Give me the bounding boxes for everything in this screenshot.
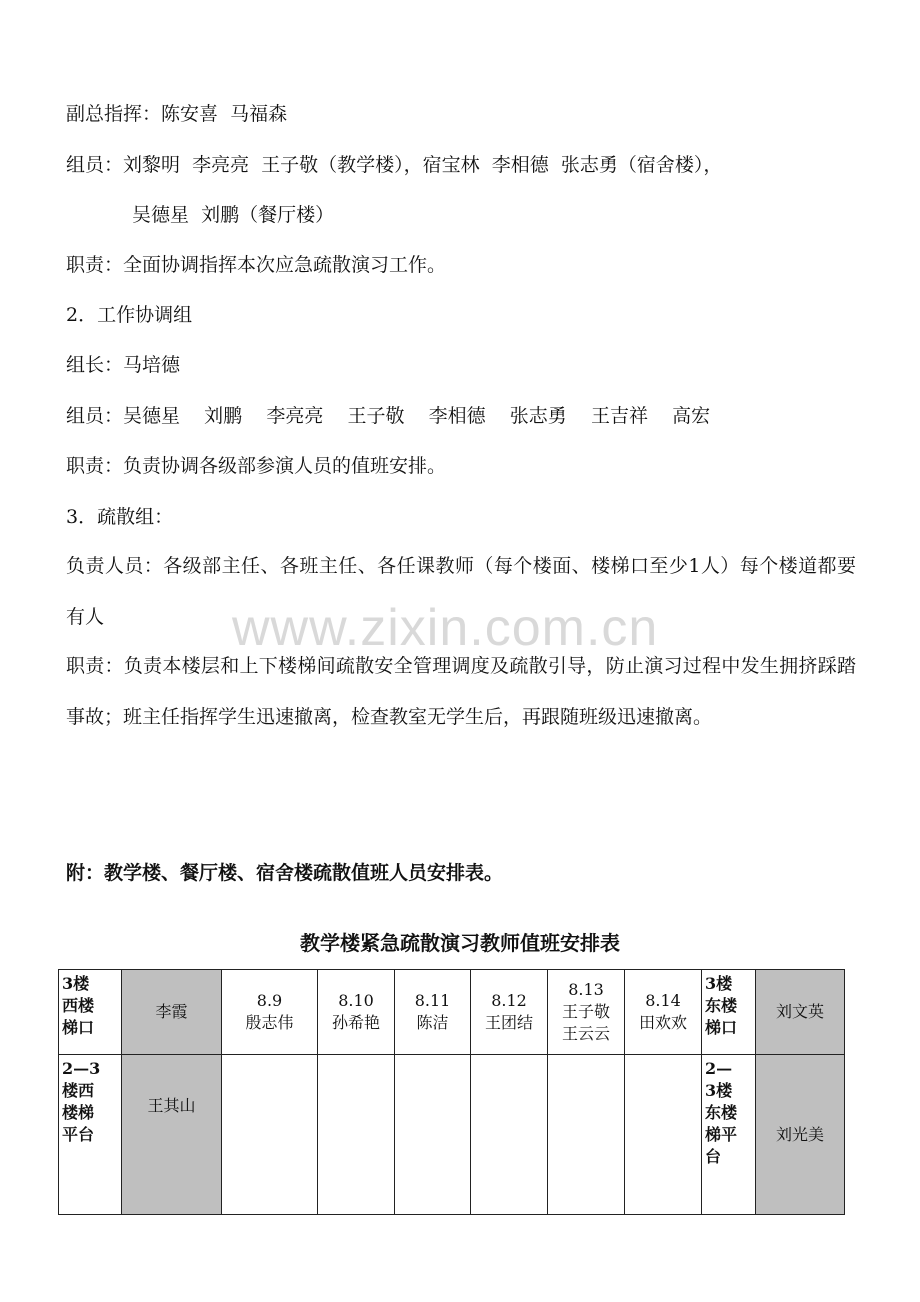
duty-line-2: 职责：负责协调各级部参演人员的值班安排。 — [66, 455, 447, 477]
date-cell-8-10: 8.10 孙希艳 — [318, 970, 395, 1055]
table-title: 教学楼紧急疏散演习教师值班安排表 — [300, 931, 620, 955]
west-stair-person: 李霞 — [122, 970, 222, 1055]
empty-cell — [318, 1055, 395, 1215]
duty-paragraph-3: 职责：负责本楼层和上下楼梯间疏散安全管理调度及疏散引导，防止演习过程中发生拥挤踩踏事故；班主任指挥学生迅速撤离，检查教室无学生后，再跟随班级迅速撤离。 — [66, 655, 856, 728]
appendix-line: 附：教学楼、餐厅楼、宿舍楼疏散值班人员安排表。 — [66, 862, 504, 884]
empty-cell — [625, 1055, 702, 1215]
east-landing-location: 2— 3楼 东楼 梯平 台 — [702, 1055, 756, 1215]
date-cell-8-9: 8.9 殷志伟 — [222, 970, 318, 1055]
section-3-heading: 3．疏散组： — [66, 506, 174, 528]
east-stair-location: 3楼 东楼 梯口 — [702, 970, 756, 1055]
group-members-line: 组员：刘黎明 李亮亮 王子敬（教学楼），宿宝林 李相德 张志勇（宿舍楼）， — [66, 154, 723, 176]
deputy-commander-line: 副总指挥：陈安喜 马福森 — [66, 103, 288, 125]
date-cell-8-11: 8.11 陈洁 — [395, 970, 471, 1055]
empty-cell — [548, 1055, 625, 1215]
coordination-leader-line: 组长：马培德 — [66, 354, 181, 376]
coordination-members-line: 组员：吴德星 刘鹏 李亮亮 王子敬 李相德 张志勇 王吉祥 高宏 — [66, 405, 711, 427]
group-members-continued: 吴德星 刘鹏（餐厅楼） — [132, 204, 335, 226]
table-row — [59, 970, 845, 1055]
watermark: www.zixin.com.cn — [232, 599, 659, 657]
empty-cell — [395, 1055, 471, 1215]
empty-cell — [222, 1055, 318, 1215]
east-landing-person: 刘光美 — [756, 1055, 845, 1215]
date-cell-8-12: 8.12 王团结 — [471, 970, 548, 1055]
west-stair-location: 3楼 西楼 梯口 — [59, 970, 122, 1055]
east-stair-person: 刘文英 — [756, 970, 845, 1055]
evacuation-staff-paragraph: 负责人员：各级部主任、各班主任、各任课教师（每个楼面、楼梯口至少1人）每个楼道都要有人 — [66, 555, 856, 628]
date-cell-8-13: 8.13 王子敬 王云云 — [548, 970, 625, 1055]
section-2-heading: 2．工作协调组 — [66, 304, 193, 326]
duty-schedule-table — [58, 969, 845, 1215]
date-cell-8-14: 8.14 田欢欢 — [625, 970, 702, 1055]
west-landing-location: 2—3 楼西 楼梯 平台 — [59, 1055, 122, 1215]
table-row — [59, 1055, 845, 1215]
empty-cell — [471, 1055, 548, 1215]
duty-line-1: 职责：全面协调指挥本次应急疏散演习工作。 — [66, 254, 447, 276]
west-landing-person: 王其山 — [122, 1055, 222, 1215]
